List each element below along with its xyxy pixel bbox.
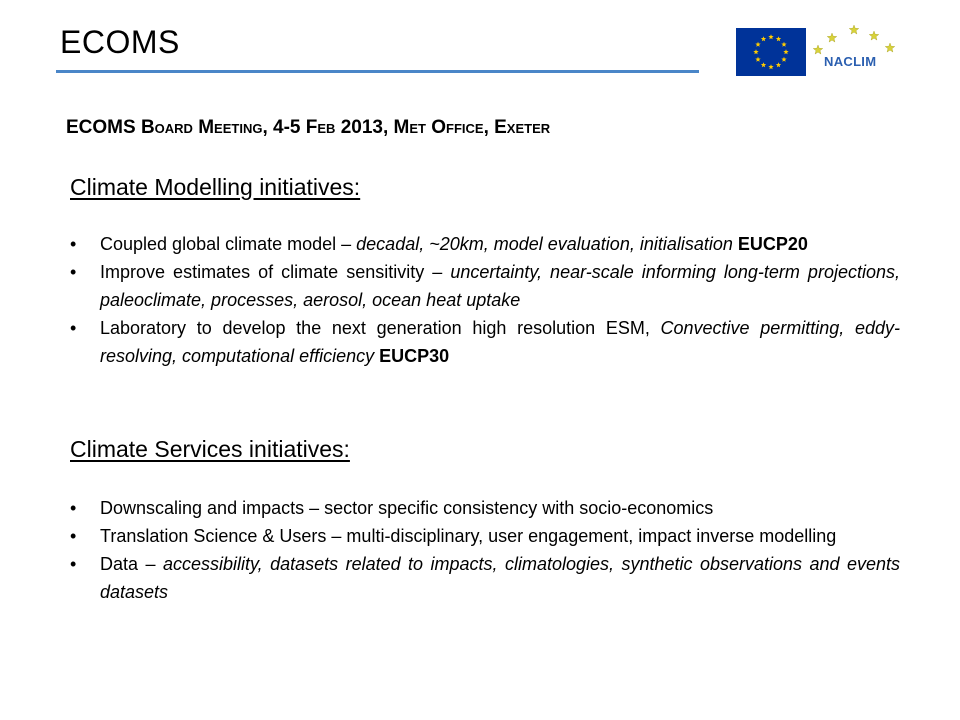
naclim-star-icon	[813, 45, 823, 54]
naclim-star-icon	[849, 25, 859, 34]
slide-title: ECOMS	[60, 24, 180, 60]
list-item: • Downscaling and impacts – sector specific consistency with socio-economics	[70, 494, 900, 522]
modelling-list	[70, 230, 900, 370]
eu-flag-icon	[736, 28, 806, 76]
naclim-star-icon	[827, 33, 837, 42]
services-list	[70, 494, 900, 606]
modelling-heading: Climate Modelling initiatives:	[70, 174, 361, 200]
naclim-star-icon	[869, 31, 879, 40]
list-item: • Translation Science & Users – multi-disciplinary, user engagement, impact inverse modelling	[70, 522, 900, 550]
naclim-stars-icon	[810, 24, 896, 80]
list-item: • Improve estimates of climate sensitivity – uncertainty, near-scale informing long-term projections, paleoclimate, processes, aerosol, ocean heat uptake	[70, 258, 900, 314]
logo-group	[736, 24, 896, 80]
title-underline	[56, 70, 699, 73]
services-heading: Climate Services initiatives:	[70, 436, 350, 462]
meeting-subtitle: ECOMS Board Meeting, 4-5 Feb 2013, Met Office, Exeter	[66, 117, 551, 138]
list-item: • Coupled global climate model – decadal, ~20km, model evaluation, initialisation EUCP20	[70, 230, 900, 258]
naclim-logo-text: NACLIM	[824, 54, 877, 69]
list-item: • Laboratory to develop the next generation high resolution ESM, Convective permitting, eddy-resolving, computational efficiency EUCP30	[70, 314, 900, 370]
naclim-star-icon	[885, 43, 895, 52]
list-item: • Data – accessibility, datasets related to impacts, climatologies, synthetic observations and events datasets	[70, 550, 900, 606]
